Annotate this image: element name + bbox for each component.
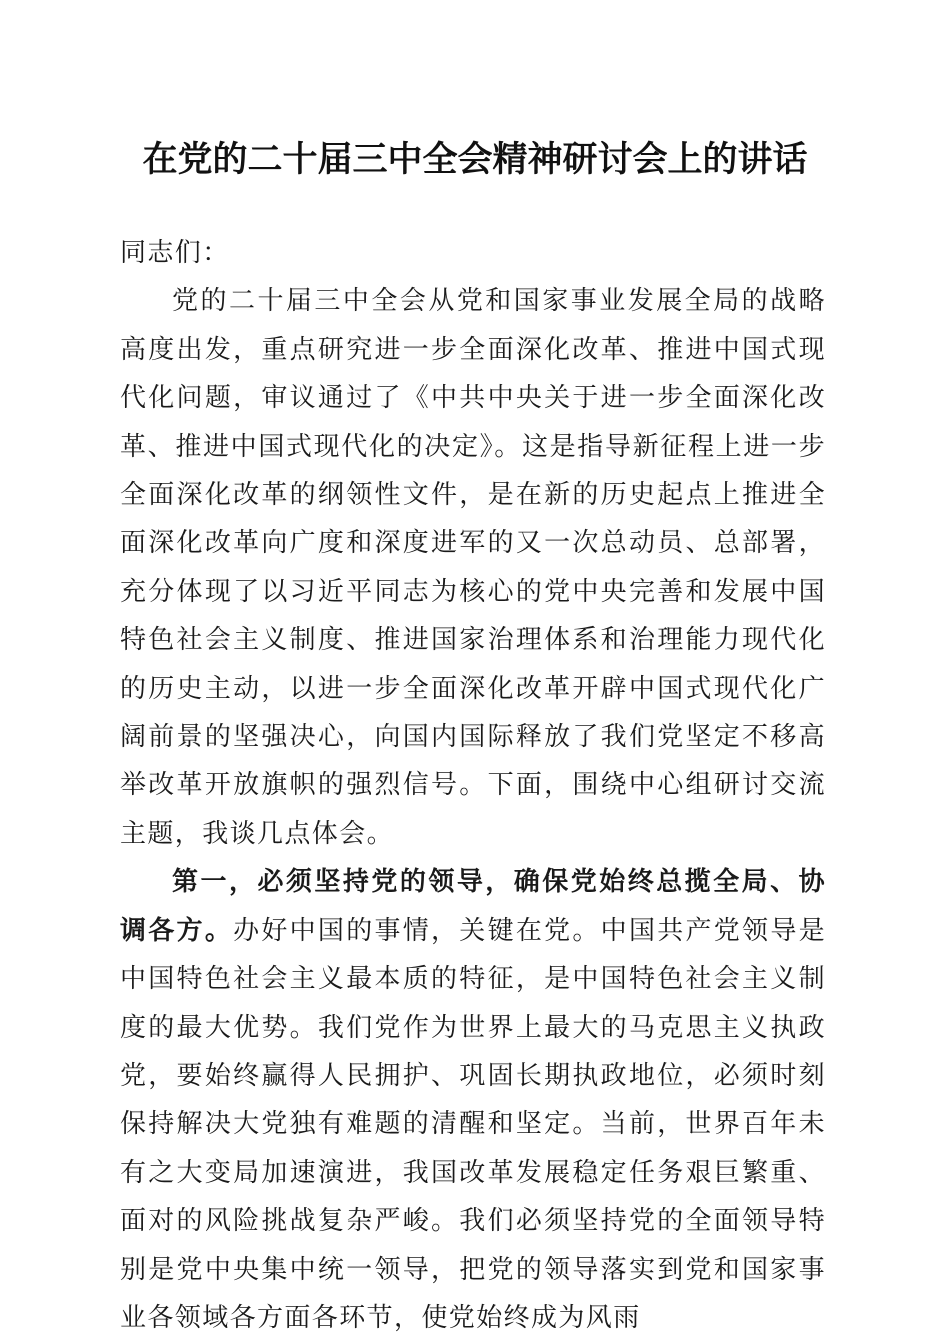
point-one-lead: 第一，必须坚持党的领导，确保党始终总揽全局、协调各方。 bbox=[120, 867, 826, 946]
document-title: 在党的二十届三中全会精神研讨会上的讲话 bbox=[142, 139, 808, 180]
intro-paragraph: 党的二十届三中全会从党和国家事业发展全局的战略高度出发，重点研究进一步全面深化改革、推进中国式现代化问题，审议通过了《中共中央关于进一步全面深化改革、推进中国式现代化的决定》。这是指导新征程上进一步全面深化改革的纲领性文件，是在新的历史起点上推进全面深化改革向广度和深度进军的又一次总动员、总部署，充分体现了以习近平同志为核心的党中央完善和发展中国特色社会主义制度、推进国家治理体系和治理能力现代化的历史主动，以进一步全面深化改革开辟中国式现代化广阔前景的坚强决心，向国内国际释放了我们党坚定不移高举改革开放旗帜的强烈信号。下面，围绕中心组研讨交流主题，我谈几点体会。 bbox=[120, 286, 826, 849]
salutation: 同志们： bbox=[120, 238, 230, 268]
point-one-paragraph bbox=[120, 858, 826, 1342]
point-one-body: 办好中国的事情，关键在党。中国共产党领导是中国特色社会主义最本质的特征，是中国特色社会主义制度的最大优势。我们党作为世界上最大的马克思主义执政党，要始终赢得人民拥护、巩固长期执政地位，必须时刻保持解决大党独有难题的清醒和坚定。当前，世界百年未有之大变局加速演进，我国改革发展稳定任务艰巨繁重、面对的风险挑战复杂严峻。我们必须坚持党的全面领导特别是党中央集中统一领导，把党的领导落实到党和国家事业各领域各方面各环节，使党始终成为风雨 bbox=[120, 915, 826, 1333]
document-body bbox=[120, 229, 826, 1342]
